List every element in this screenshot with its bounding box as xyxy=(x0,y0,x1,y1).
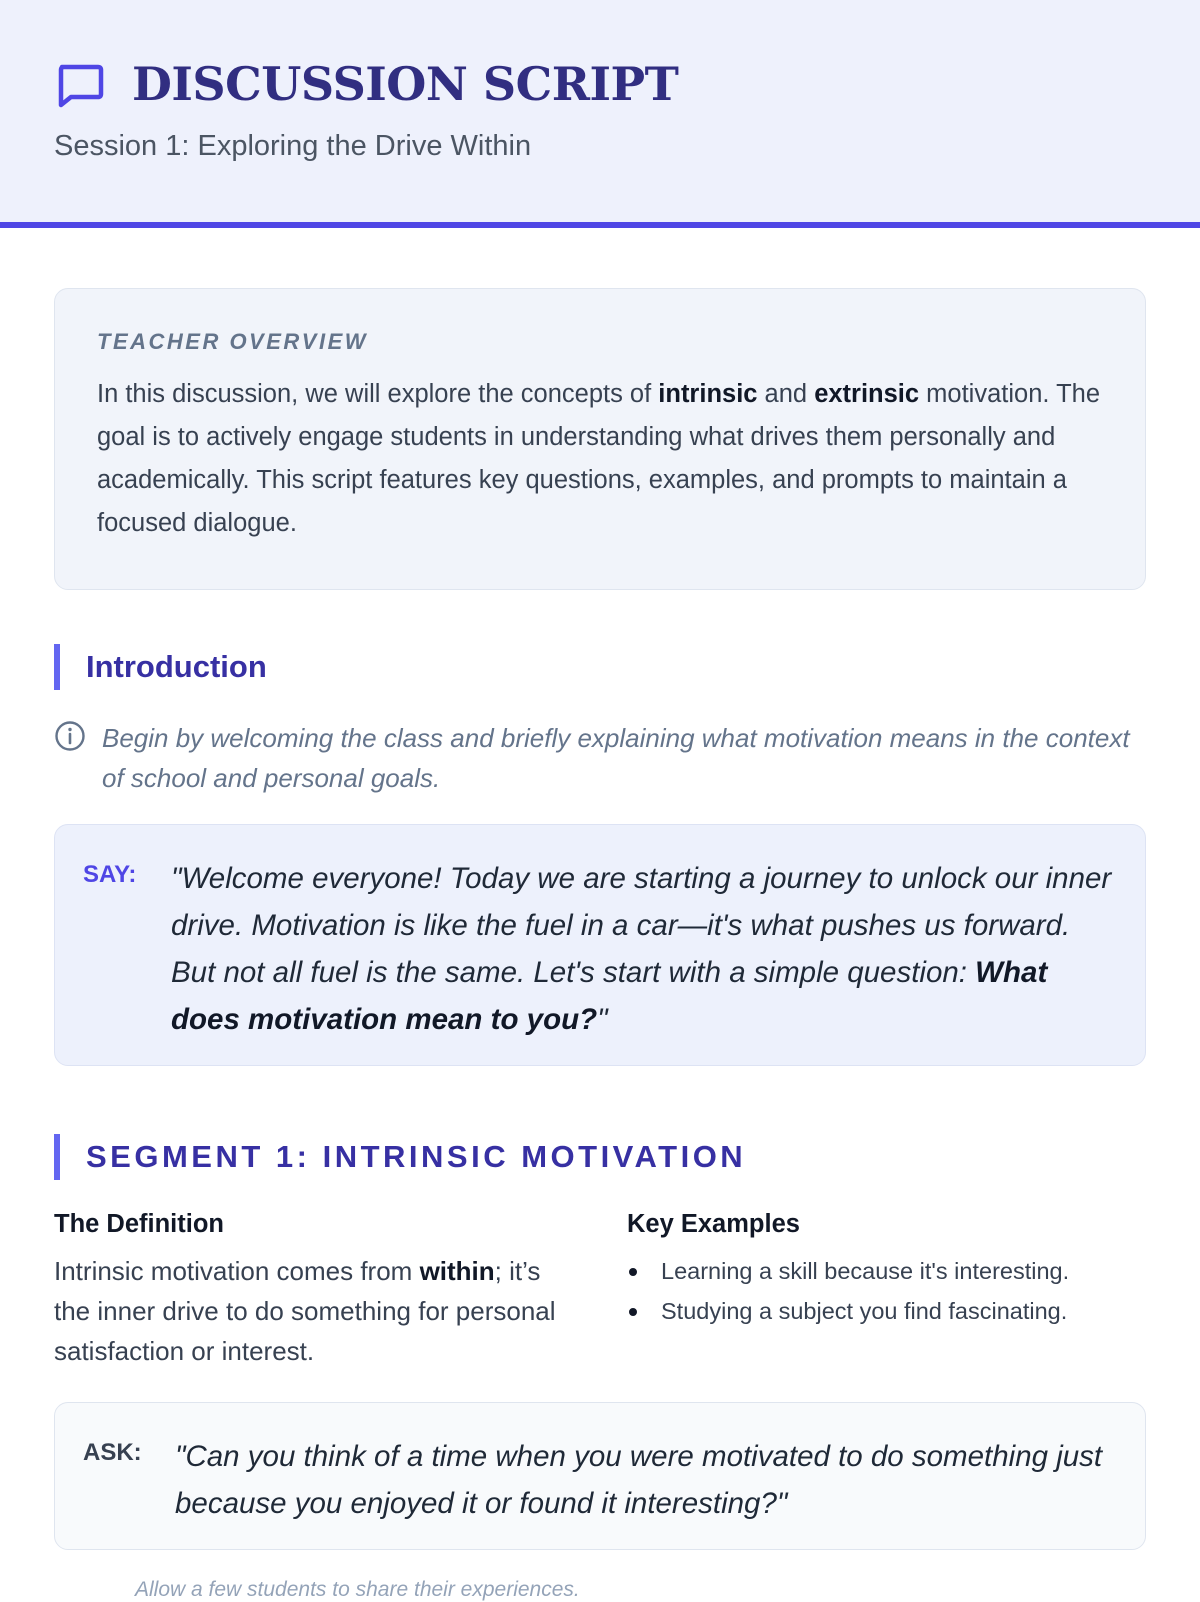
extrinsic-term: extrinsic xyxy=(814,380,920,408)
overview-label: TEACHER OVERVIEW xyxy=(97,329,369,354)
within-term: within xyxy=(419,1256,495,1286)
page-subtitle: Session 1: Exploring the Drive Within xyxy=(54,130,532,162)
say-label: SAY: xyxy=(83,861,137,888)
definition-text: Intrinsic motivation comes from within; it’s the inner drive to do something for personal satisfaction or interest. xyxy=(54,1256,556,1366)
page-title: DISCUSSION SCRIPT xyxy=(132,57,679,111)
segment-1-heading: SEGMENT 1: INTRINSIC MOTIVATION xyxy=(54,1134,746,1180)
speech-bubble-icon xyxy=(54,58,106,110)
say-prompt-box xyxy=(54,824,1146,1066)
teacher-overview-card xyxy=(54,288,1146,590)
note-text: Begin by welcoming the class and briefly explaining what motivation means in the context of school and personal goals. xyxy=(102,723,1130,793)
list-item: Learning a skill because it's interesting. xyxy=(627,1251,1167,1291)
examples-title: Key Examples xyxy=(627,1210,800,1238)
list-item: Studying a subject you find fascinating. xyxy=(627,1291,1167,1331)
ask-text: "Can you think of a time when you were motivated to do something just because you enjoyed it or found it interesting?" xyxy=(175,1440,1103,1520)
examples-column xyxy=(627,1210,1167,1331)
introduction-note xyxy=(54,718,1154,798)
ask-prompt-box xyxy=(54,1402,1146,1550)
follow-up-note: Allow a few students to share their experiences. xyxy=(135,1578,580,1601)
info-icon xyxy=(54,720,86,752)
page-header xyxy=(0,0,1200,228)
ask-label: ASK: xyxy=(83,1439,142,1466)
definition-column xyxy=(54,1210,574,1371)
say-question: What does motivation mean to you? xyxy=(171,956,1048,1036)
definition-title: The Definition xyxy=(54,1210,224,1238)
overview-text: In this discussion, we will explore the concepts of intrinsic and extrinsic motivation. The goal is to actively engage students in understanding what drives them personally and academically. This script features key questions, examples, and prompts to maintain a focused dialogue. xyxy=(97,380,1101,537)
say-text: "Welcome everyone! Today we are starting a journey to unlock our inner drive. Motivation is like the fuel in a car—it's what pushes us forward. But not all fuel is the same. Let's start with a simple question: What does motivation mean to you?" xyxy=(171,862,1112,1036)
introduction-heading: Introduction xyxy=(54,644,267,690)
title-row xyxy=(54,58,678,110)
examples-list xyxy=(627,1251,1167,1331)
intrinsic-term: intrinsic xyxy=(658,380,758,408)
